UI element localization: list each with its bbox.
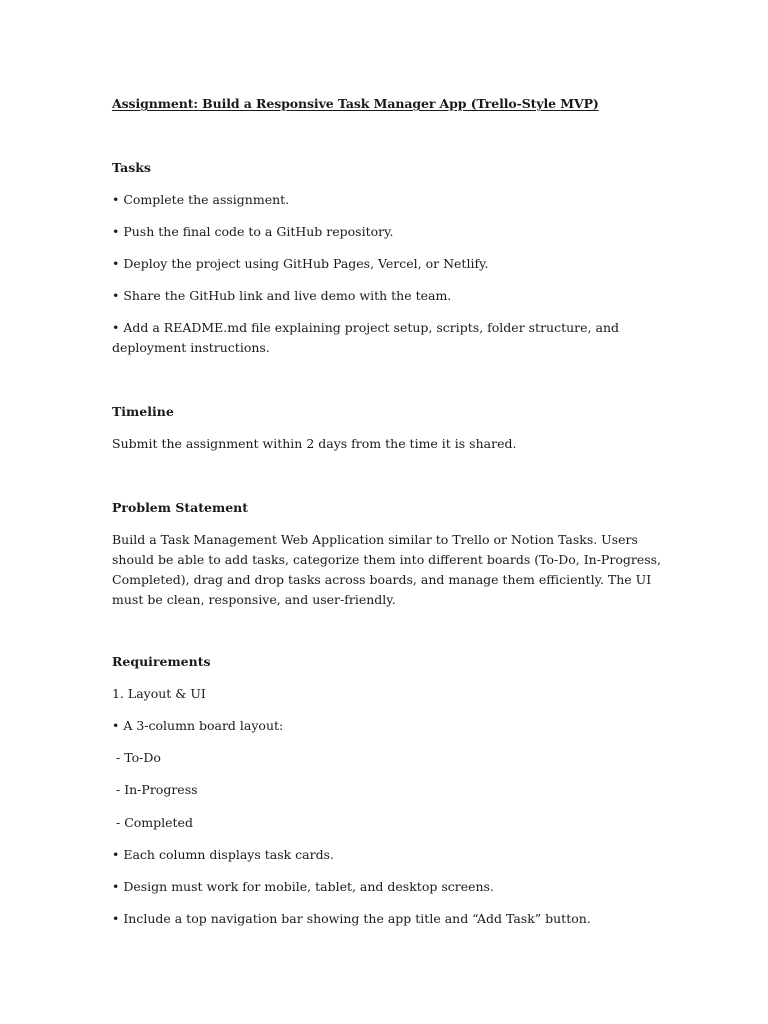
- problem-heading: Problem Statement: [112, 500, 249, 515]
- requirements-item: • Include a top navigation bar showing the app title and “Add Task” button.: [112, 911, 591, 926]
- requirements-subitem: - To-Do: [116, 750, 161, 765]
- requirements-item: • Each column displays task cards.: [112, 847, 334, 862]
- requirements-heading: Requirements: [112, 654, 211, 669]
- timeline-heading: Timeline: [112, 404, 174, 419]
- requirements-item: • A 3-column board layout:: [112, 718, 284, 733]
- requirements-subitem: - Completed: [116, 815, 193, 830]
- tasks-item: • Add a README.md file explaining project setup, scripts, folder structure, and deployment instructions.: [112, 320, 620, 355]
- requirements-subitem: - In-Progress: [116, 782, 198, 797]
- tasks-item: • Deploy the project using GitHub Pages, Vercel, or Netlify.: [112, 256, 489, 271]
- tasks-item: • Share the GitHub link and live demo with the team.: [112, 288, 452, 303]
- tasks-heading: Tasks: [112, 160, 151, 175]
- requirements-item: • Design must work for mobile, tablet, and desktop screens.: [112, 879, 494, 894]
- tasks-item: • Push the final code to a GitHub repository.: [112, 224, 394, 239]
- requirements-subheading: 1. Layout & UI: [112, 686, 206, 701]
- document-title: Assignment: Build a Responsive Task Manager App (Trello-Style MVP): [112, 96, 599, 111]
- tasks-item: • Complete the assignment.: [112, 192, 290, 207]
- timeline-text: Submit the assignment within 2 days from the time it is shared.: [112, 436, 517, 451]
- problem-text: Build a Task Management Web Application similar to Trello or Notion Tasks. Users should be able to add tasks, categorize them into different boards (To-Do, In-Progress, Completed), drag and drop tasks across boards, and manage them efficiently. The UI must be clean, responsive, and user-friendly.: [112, 532, 662, 607]
